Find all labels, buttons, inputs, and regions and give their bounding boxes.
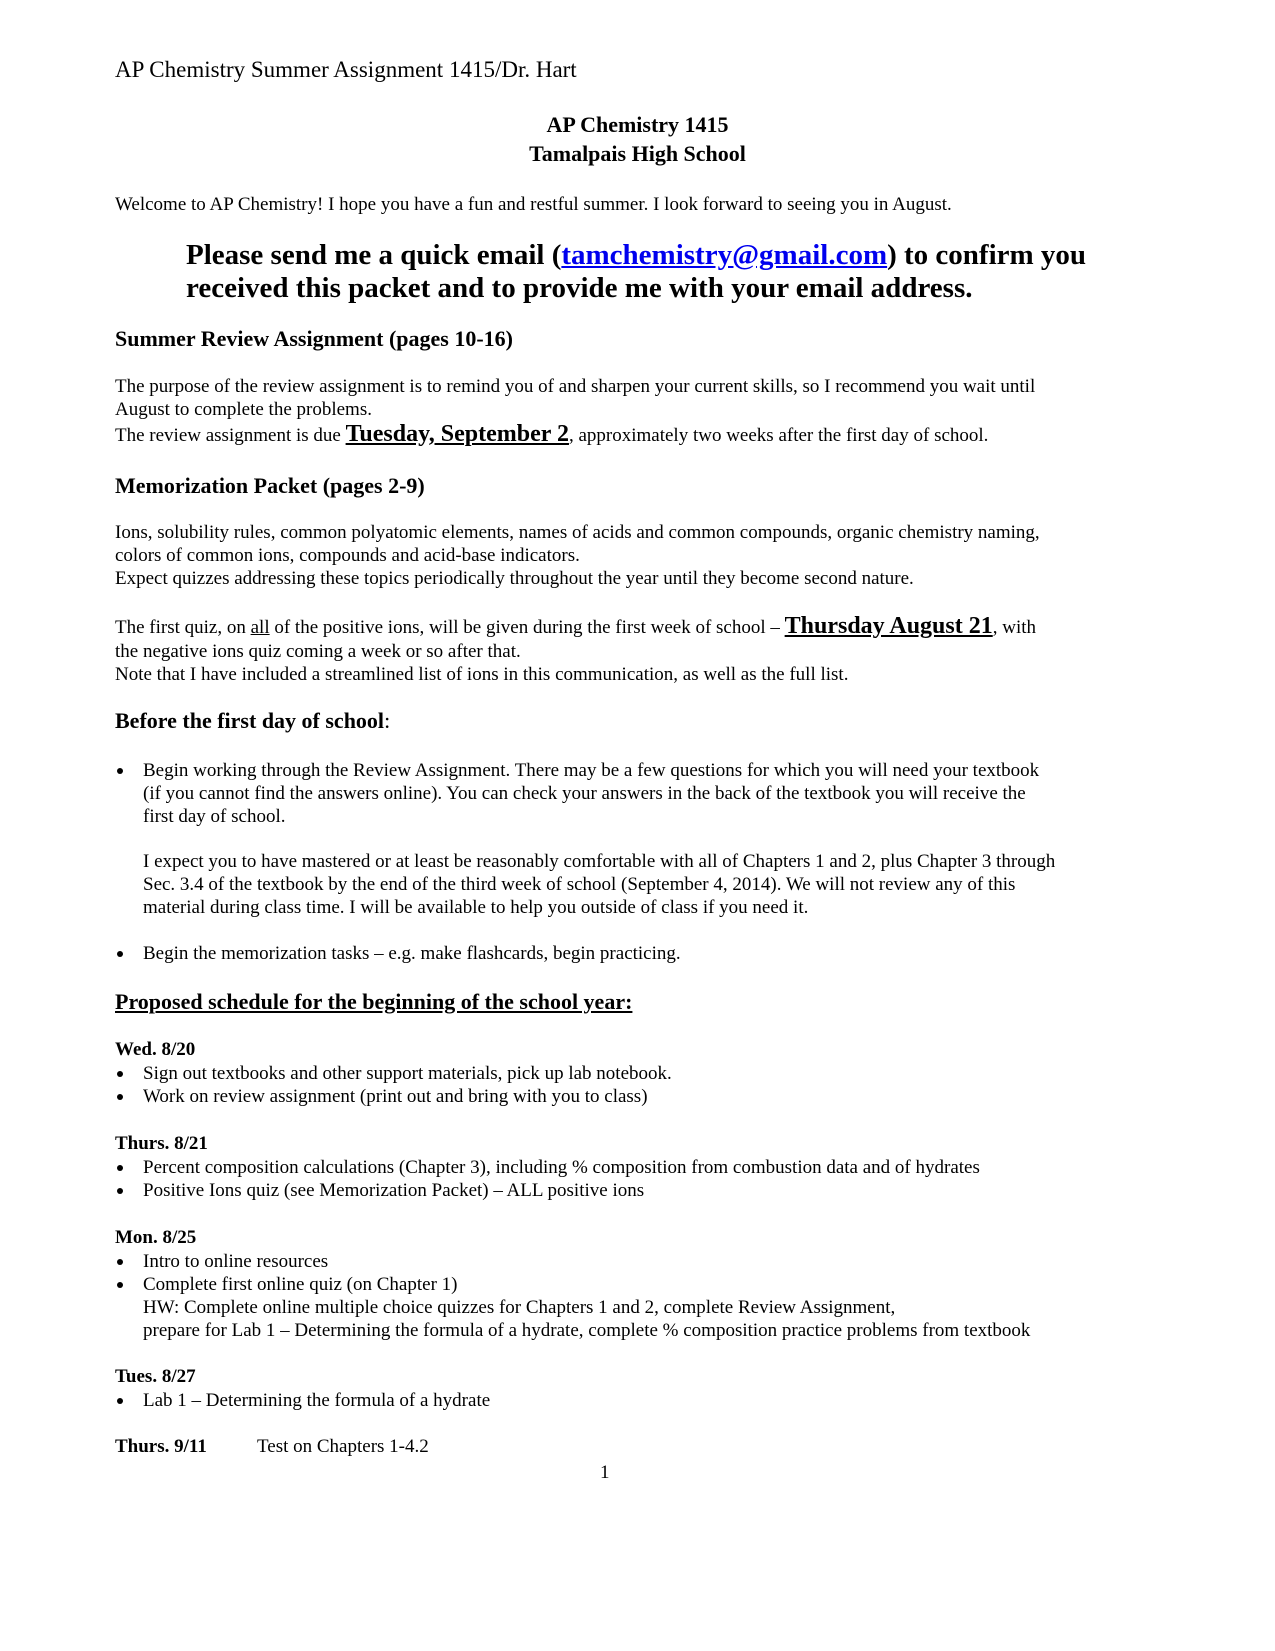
title-line-2: Tamalpais High School [529, 141, 746, 166]
quiz-mid: of the positive ions, will be given during the first week of school – [269, 617, 785, 638]
before-b1-line3: first day of school. [143, 806, 286, 827]
before-b2: Begin the memorization tasks – e.g. make flashcards, begin practicing. [143, 943, 681, 964]
memorization-p1-line1: Ions, solubility rules, common polyatomic elements, names of acids and common compounds, organic chemistry naming, [115, 522, 1040, 543]
summer-review-p1-line2: August to complete the problems. [115, 399, 372, 420]
test-text: Test on Chapters 1-4.2 [257, 1436, 429, 1457]
bullet-icon [117, 1398, 123, 1404]
tues-item-1: Lab 1 – Determining the formula of a hydrate [143, 1390, 491, 1411]
quiz-date: Thursday August 21 [784, 613, 993, 639]
quiz-all-word: all [250, 617, 270, 638]
summer-review-heading: Summer Review Assignment (pages 10-16) [115, 326, 514, 351]
running-header: AP Chemistry Summer Assignment 1415/Dr. Hart [115, 57, 577, 82]
schedule-day-thurs: Thurs. 8/21 [115, 1133, 208, 1154]
welcome-text: Welcome to AP Chemistry! I hope you have a fun and restful summer. I look forward to seeing you in August. [115, 194, 952, 215]
memorization-note: Note that I have included a streamlined list of ions in this communication, as well as the full list. [115, 664, 849, 685]
email-notice-line-2: received this packet and to provide me with your email address. [186, 272, 973, 304]
bullet-icon [117, 1282, 123, 1288]
mon-hw-line1: HW: Complete online multiple choice quizzes for Chapters 1 and 2, complete Review Assignment, [143, 1297, 896, 1318]
before-school-colon: : [384, 708, 391, 733]
wed-item-2: Work on review assignment (print out and bring with you to class) [143, 1086, 648, 1107]
before-b1-line2: (if you cannot find the answers online). You can check your answers in the back of the textbook you will receive the [143, 783, 1026, 804]
schedule-day-test: Thurs. 9/11 [115, 1436, 207, 1457]
email-notice-prefix: Please send me a quick email ( [186, 239, 562, 271]
title-line-1: AP Chemistry 1415 [546, 112, 729, 137]
due-prefix: The review assignment is due [115, 425, 346, 446]
before-b1-p2-line3: material during class time. I will be available to help you outside of class if you need it. [143, 897, 809, 918]
bullet-icon [117, 1188, 123, 1194]
schedule-day-wed: Wed. 8/20 [115, 1039, 196, 1060]
page-number: 1 [600, 1462, 610, 1483]
bullet-icon [117, 1165, 123, 1171]
email-notice-suffix: ) to confirm you [887, 239, 1087, 271]
thurs-item-1: Percent composition calculations (Chapter 3), including % composition from combustion data and of hydrates [143, 1157, 980, 1178]
quiz-prefix: The first quiz, on [115, 617, 251, 638]
wed-item-1: Sign out textbooks and other support materials, pick up lab notebook. [143, 1063, 672, 1084]
schedule-day-tues: Tues. 8/27 [115, 1366, 196, 1387]
before-b1-line1: Begin working through the Review Assignment. There may be a few questions for which you will need your textbook [143, 760, 1040, 781]
bullet-icon [117, 1071, 123, 1077]
quiz-suffix: , with [992, 617, 1036, 638]
memorization-heading: Memorization Packet (pages 2-9) [115, 473, 425, 498]
memorization-p1-line2: colors of common ions, compounds and acid-base indicators. [115, 545, 580, 566]
before-school-heading-text: Before the first day of school [115, 708, 385, 733]
due-date: Tuesday, September 2 [345, 421, 569, 447]
mon-item-2: Complete first online quiz (on Chapter 1) [143, 1274, 458, 1295]
bullet-icon [117, 768, 123, 774]
quiz-line-2: the negative ions quiz coming a week or so after that. [115, 641, 521, 662]
bullet-icon [117, 1259, 123, 1265]
before-school-heading [115, 708, 390, 734]
bullet-icon [117, 951, 123, 957]
schedule-heading: Proposed schedule for the beginning of the school year: [115, 989, 633, 1014]
mon-hw-line2: prepare for Lab 1 – Determining the formula of a hydrate, complete % composition practice problems from textbook [143, 1320, 1031, 1341]
bullet-icon [117, 1094, 123, 1100]
before-b1-p2-line2: Sec. 3.4 of the textbook by the end of the third week of school (September 4, 2014). We will not review any of this [143, 874, 1016, 895]
summer-review-due-line [115, 422, 988, 448]
memorization-p1-line3: Expect quizzes addressing these topics periodically throughout the year until they become second nature. [115, 568, 914, 589]
due-suffix: , approximately two weeks after the first day of school. [568, 425, 989, 446]
mon-item-1: Intro to online resources [143, 1251, 329, 1272]
email-notice-line-1 [186, 238, 1086, 272]
schedule-day-mon: Mon. 8/25 [115, 1227, 197, 1248]
email-link[interactable]: tamchemistry@gmail.com [561, 239, 888, 271]
quiz-line-1 [115, 614, 1036, 640]
before-b1-p2-line1: I expect you to have mastered or at least be reasonably comfortable with all of Chapters 1 and 2, plus Chapter 3 through [143, 851, 1056, 872]
thurs-item-2: Positive Ions quiz (see Memorization Packet) – ALL positive ions [143, 1180, 645, 1201]
summer-review-p1-line1: The purpose of the review assignment is to remind you of and sharpen your current skills, so I recommend you wait until [115, 376, 1036, 397]
